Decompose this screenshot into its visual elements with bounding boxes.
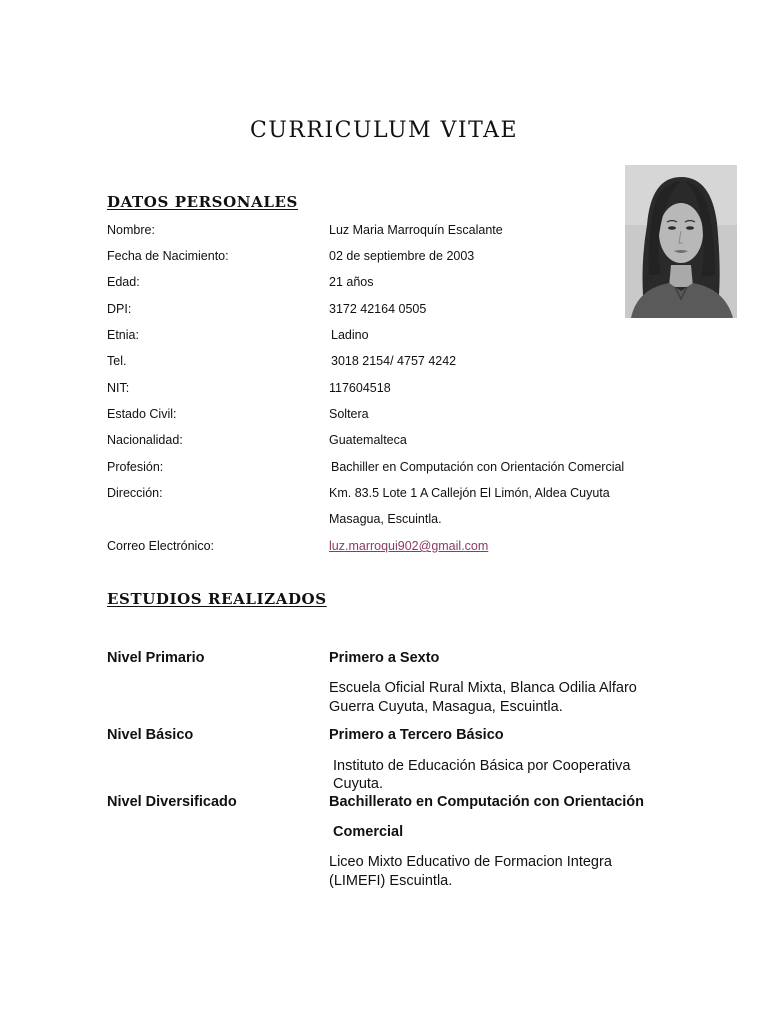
- level-school-primario-line2: Guerra Cuyuta, Masagua, Escuintla.: [329, 699, 563, 715]
- label-nombre: Nombre:: [107, 223, 155, 237]
- level-school-basico-line1: Instituto de Educación Básica por Cooperativa: [329, 758, 631, 774]
- level-title-diversificado-line2: Comercial: [329, 824, 404, 840]
- level-school-primario-line1: Escuela Oficial Rural Mixta, Blanca Odilia Alfaro: [329, 680, 637, 696]
- profile-photo: [625, 165, 737, 318]
- level-title-basico: Primero a Tercero Básico: [329, 727, 504, 743]
- value-nacionalidad: Guatemalteca: [329, 433, 407, 447]
- level-school-basico-line2: Cuyuta.: [329, 776, 383, 792]
- value-estado-civil: Soltera: [329, 407, 369, 421]
- label-telefono: Tel.: [107, 354, 127, 368]
- level-school-diversificado-line2: (LIMEFI) Escuintla.: [329, 873, 453, 889]
- value-nit: 117604518: [329, 381, 391, 395]
- email-link[interactable]: luz.marroqui902@gmail.com: [329, 539, 489, 553]
- label-edad: Edad:: [107, 275, 140, 289]
- document-title: CURRICULUM VITAE: [249, 118, 519, 143]
- label-dpi: DPI:: [107, 302, 132, 316]
- section-heading-studies: ESTUDIOS REALIZADOS: [107, 590, 327, 608]
- label-direccion: Dirección:: [107, 486, 163, 500]
- value-fecha-nacimiento: 02 de septiembre de 2003: [329, 249, 475, 263]
- value-direccion-line2: Masagua, Escuintla.: [329, 512, 442, 526]
- level-title-diversificado: Bachillerato en Computación con Orientación: [329, 794, 645, 810]
- value-direccion: Km. 83.5 Lote 1 A Callejón El Limón, Aldea Cuyuta: [329, 486, 610, 500]
- label-estado-civil: Estado Civil:: [107, 407, 177, 421]
- value-nombre: Luz Maria Marroquín Escalante: [329, 223, 503, 237]
- label-etnia: Etnia:: [107, 328, 139, 342]
- level-label-diversificado: Nivel Diversificado: [107, 794, 237, 810]
- label-fecha-nacimiento: Fecha de Nacimiento:: [107, 249, 229, 263]
- label-correo: Correo Electrónico:: [107, 539, 214, 553]
- label-nit: NIT:: [107, 381, 130, 395]
- value-edad: 21 años: [329, 275, 374, 289]
- level-title-primario: Primero a Sexto: [329, 650, 440, 666]
- section-heading-personal: DATOS PERSONALES: [107, 193, 298, 211]
- level-label-primario: Nivel Primario: [107, 650, 205, 666]
- value-etnia: Ladino: [331, 328, 369, 342]
- level-label-basico: Nivel Básico: [107, 727, 194, 743]
- value-telefono: 3018 2154/ 4757 4242: [331, 354, 457, 368]
- label-profesion: Profesión:: [107, 460, 164, 474]
- level-school-diversificado-line1: Liceo Mixto Educativo de Formacion Integra: [329, 854, 612, 870]
- label-nacionalidad: Nacionalidad:: [107, 433, 183, 447]
- value-dpi: 3172 42164 0505: [329, 302, 427, 316]
- value-profesion: Bachiller en Computación con Orientación Comercial: [331, 460, 625, 474]
